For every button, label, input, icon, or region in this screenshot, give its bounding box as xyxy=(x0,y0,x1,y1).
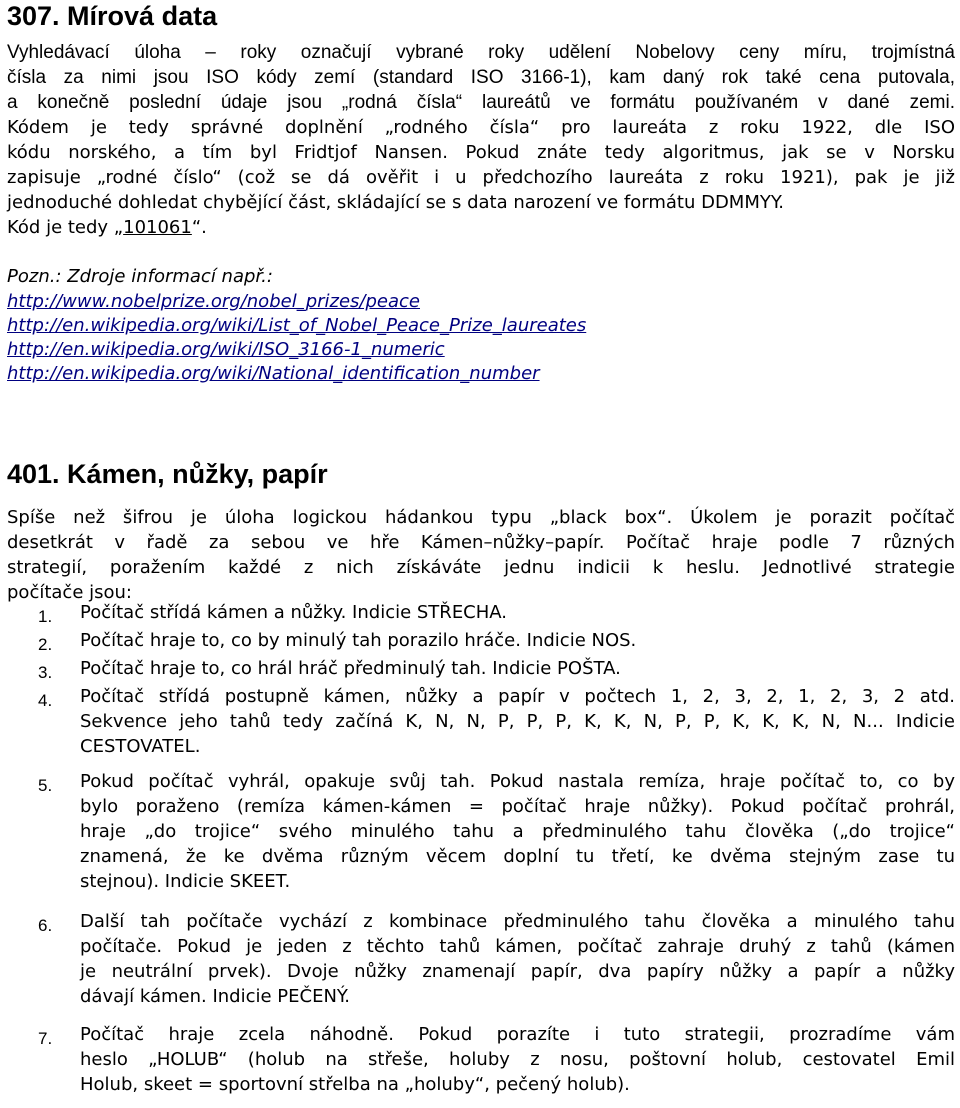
strategy-line: bylo poraženo (remíza kámen-kámen = počítač hraje nůžky). Pokud počítač prohrál, xyxy=(80,796,955,817)
strategy-line: Pokud počítač vyhrál, opakuje svůj tah. Pokud nastala remíza, hraje počítač to, co by xyxy=(80,771,955,792)
paragraph-line: počítače jsou: xyxy=(7,582,132,603)
paragraph-line: Spíše než šifrou je úloha logickou hádankou typu „black box“. Úkolem je porazit počítač xyxy=(7,507,955,528)
strategy-line: Počítač hraje to, co hrál hráč předminulý tah. Indicie POŠTA. xyxy=(80,658,621,679)
paragraph-line: zapisuje „rodné číslo“ (což se dá ověřit i u předchozího laureáta z roku 1921), pak je již xyxy=(7,167,955,188)
paragraph-line: kódu norského, a tím byl Fridtjof Nansen. Pokud znáte tedy algoritmus, jak se v Norsku xyxy=(7,142,955,163)
list-number: 5. xyxy=(38,776,53,795)
paragraph-line: Vyhledávací úloha – roky označují vybrané roky udělení Nobelovy ceny míru, trojmístná xyxy=(7,42,955,63)
strategy-line: je neutrální prvek). Dvoje nůžky znamenají papír, dva papíry nůžky a papír a nůžky xyxy=(80,961,955,982)
strategy-line: Počítač hraje zcela náhodně. Pokud porazíte i tuto strategii, prozradíme vám xyxy=(80,1024,955,1045)
paragraph-line: a konečně poslední údaje jsou „rodná čísla“ laureátů ve formátu používaném v dané zemi. xyxy=(7,92,955,113)
link-wiki-iso-3166[interactable]: http://en.wikipedia.org/wiki/ISO_3166-1_numeric xyxy=(7,339,445,360)
section-heading-401: 401. Kámen, nůžky, papír xyxy=(7,459,328,489)
list-number: 6. xyxy=(38,916,53,935)
strategy-line: znamená, že ke dvěma různým věcem doplní tu třetí, ke dvěma stejným zase tu xyxy=(80,846,955,867)
code-prefix: Kód je tedy „ xyxy=(7,217,124,238)
paragraph-line: Kódem je tedy správné doplnění „rodného čísla“ pro laureáta z roku 1922, dle ISO xyxy=(7,117,955,138)
link-wiki-national-id[interactable]: http://en.wikipedia.org/wiki/National_identification_number xyxy=(7,363,540,384)
strategy-line: hraje „do trojice“ svého minulého tahu a předminulého tahu člověka („do trojice“ xyxy=(80,821,955,842)
strategy-line: Sekvence jeho tahů tedy začíná K, N, N, P, P, P, K, K, N, P, P, K, K, K, N, N... Indicie xyxy=(80,711,955,732)
link-nobelprize[interactable]: http://www.nobelprize.org/nobel_prizes/peace xyxy=(7,291,420,312)
strategy-line: Další tah počítače vychází z kombinace předminulého tahu člověka a minulého tahu xyxy=(80,911,955,932)
strategy-line: stejnou). Indicie SKEET. xyxy=(80,871,291,892)
strategy-line: Počítač střídá postupně kámen, nůžky a papír v počtech 1, 2, 3, 2, 1, 2, 3, 2 atd. xyxy=(80,686,955,707)
section-307-body xyxy=(7,40,955,240)
paragraph-line: čísla za nimi jsou ISO kódy zemí (standard ISO 3166-1), kam daný rok také cena putovala, xyxy=(7,67,955,88)
strategy-line: heslo „HOLUB“ (holub na střeše, holuby z nosu, poštovní holub, cestovatel Emil xyxy=(80,1049,955,1070)
paragraph-line: desetkrát v řadě za sebou ve hře Kámen–nůžky–papír. Počítač hraje podle 7 různých xyxy=(7,532,955,553)
section-heading-307: 307. Mírová data xyxy=(7,1,218,31)
strategy-line: Holub, skeet = sportovní střelba na „holuby“, pečený holub). xyxy=(80,1074,630,1095)
paragraph-line: jednoduché dohledat chybějící část, skládající se s data narození ve formátu DDMMYY. xyxy=(7,192,784,213)
strategy-line: Počítač střídá kámen a nůžky. Indicie STŘECHA. xyxy=(80,602,508,623)
sources-note: Pozn.: Zdroje informací např.: xyxy=(7,266,273,287)
paragraph-line: strategií, poražením každé z nich získáváte jednu indicii k heslu. Jednotlivé strategie xyxy=(7,557,955,578)
list-number: 1. xyxy=(38,607,53,626)
section-401-intro xyxy=(7,505,955,605)
list-number: 7. xyxy=(38,1029,53,1048)
list-number: 2. xyxy=(38,635,53,654)
link-wiki-nobel-laureates[interactable]: http://en.wikipedia.org/wiki/List_of_Nobel_Peace_Prize_laureates xyxy=(7,315,587,336)
strategy-line: dávají kámen. Indicie PEČENÝ. xyxy=(80,986,350,1007)
list-number: 4. xyxy=(38,691,53,710)
strategy-line: Počítač hraje to, co by minulý tah porazilo hráče. Indicie NOS. xyxy=(80,630,637,651)
code-value: 101061 xyxy=(123,217,192,238)
strategy-line: počítače. Pokud je jeden z těchto tahů kámen, počítač zahraje druhý z tahů (kámen xyxy=(80,936,955,957)
code-line xyxy=(7,215,955,240)
code-suffix: “. xyxy=(191,217,207,238)
list-number: 3. xyxy=(38,663,53,682)
source-links xyxy=(7,290,586,386)
strategy-line: CESTOVATEL. xyxy=(80,736,201,757)
